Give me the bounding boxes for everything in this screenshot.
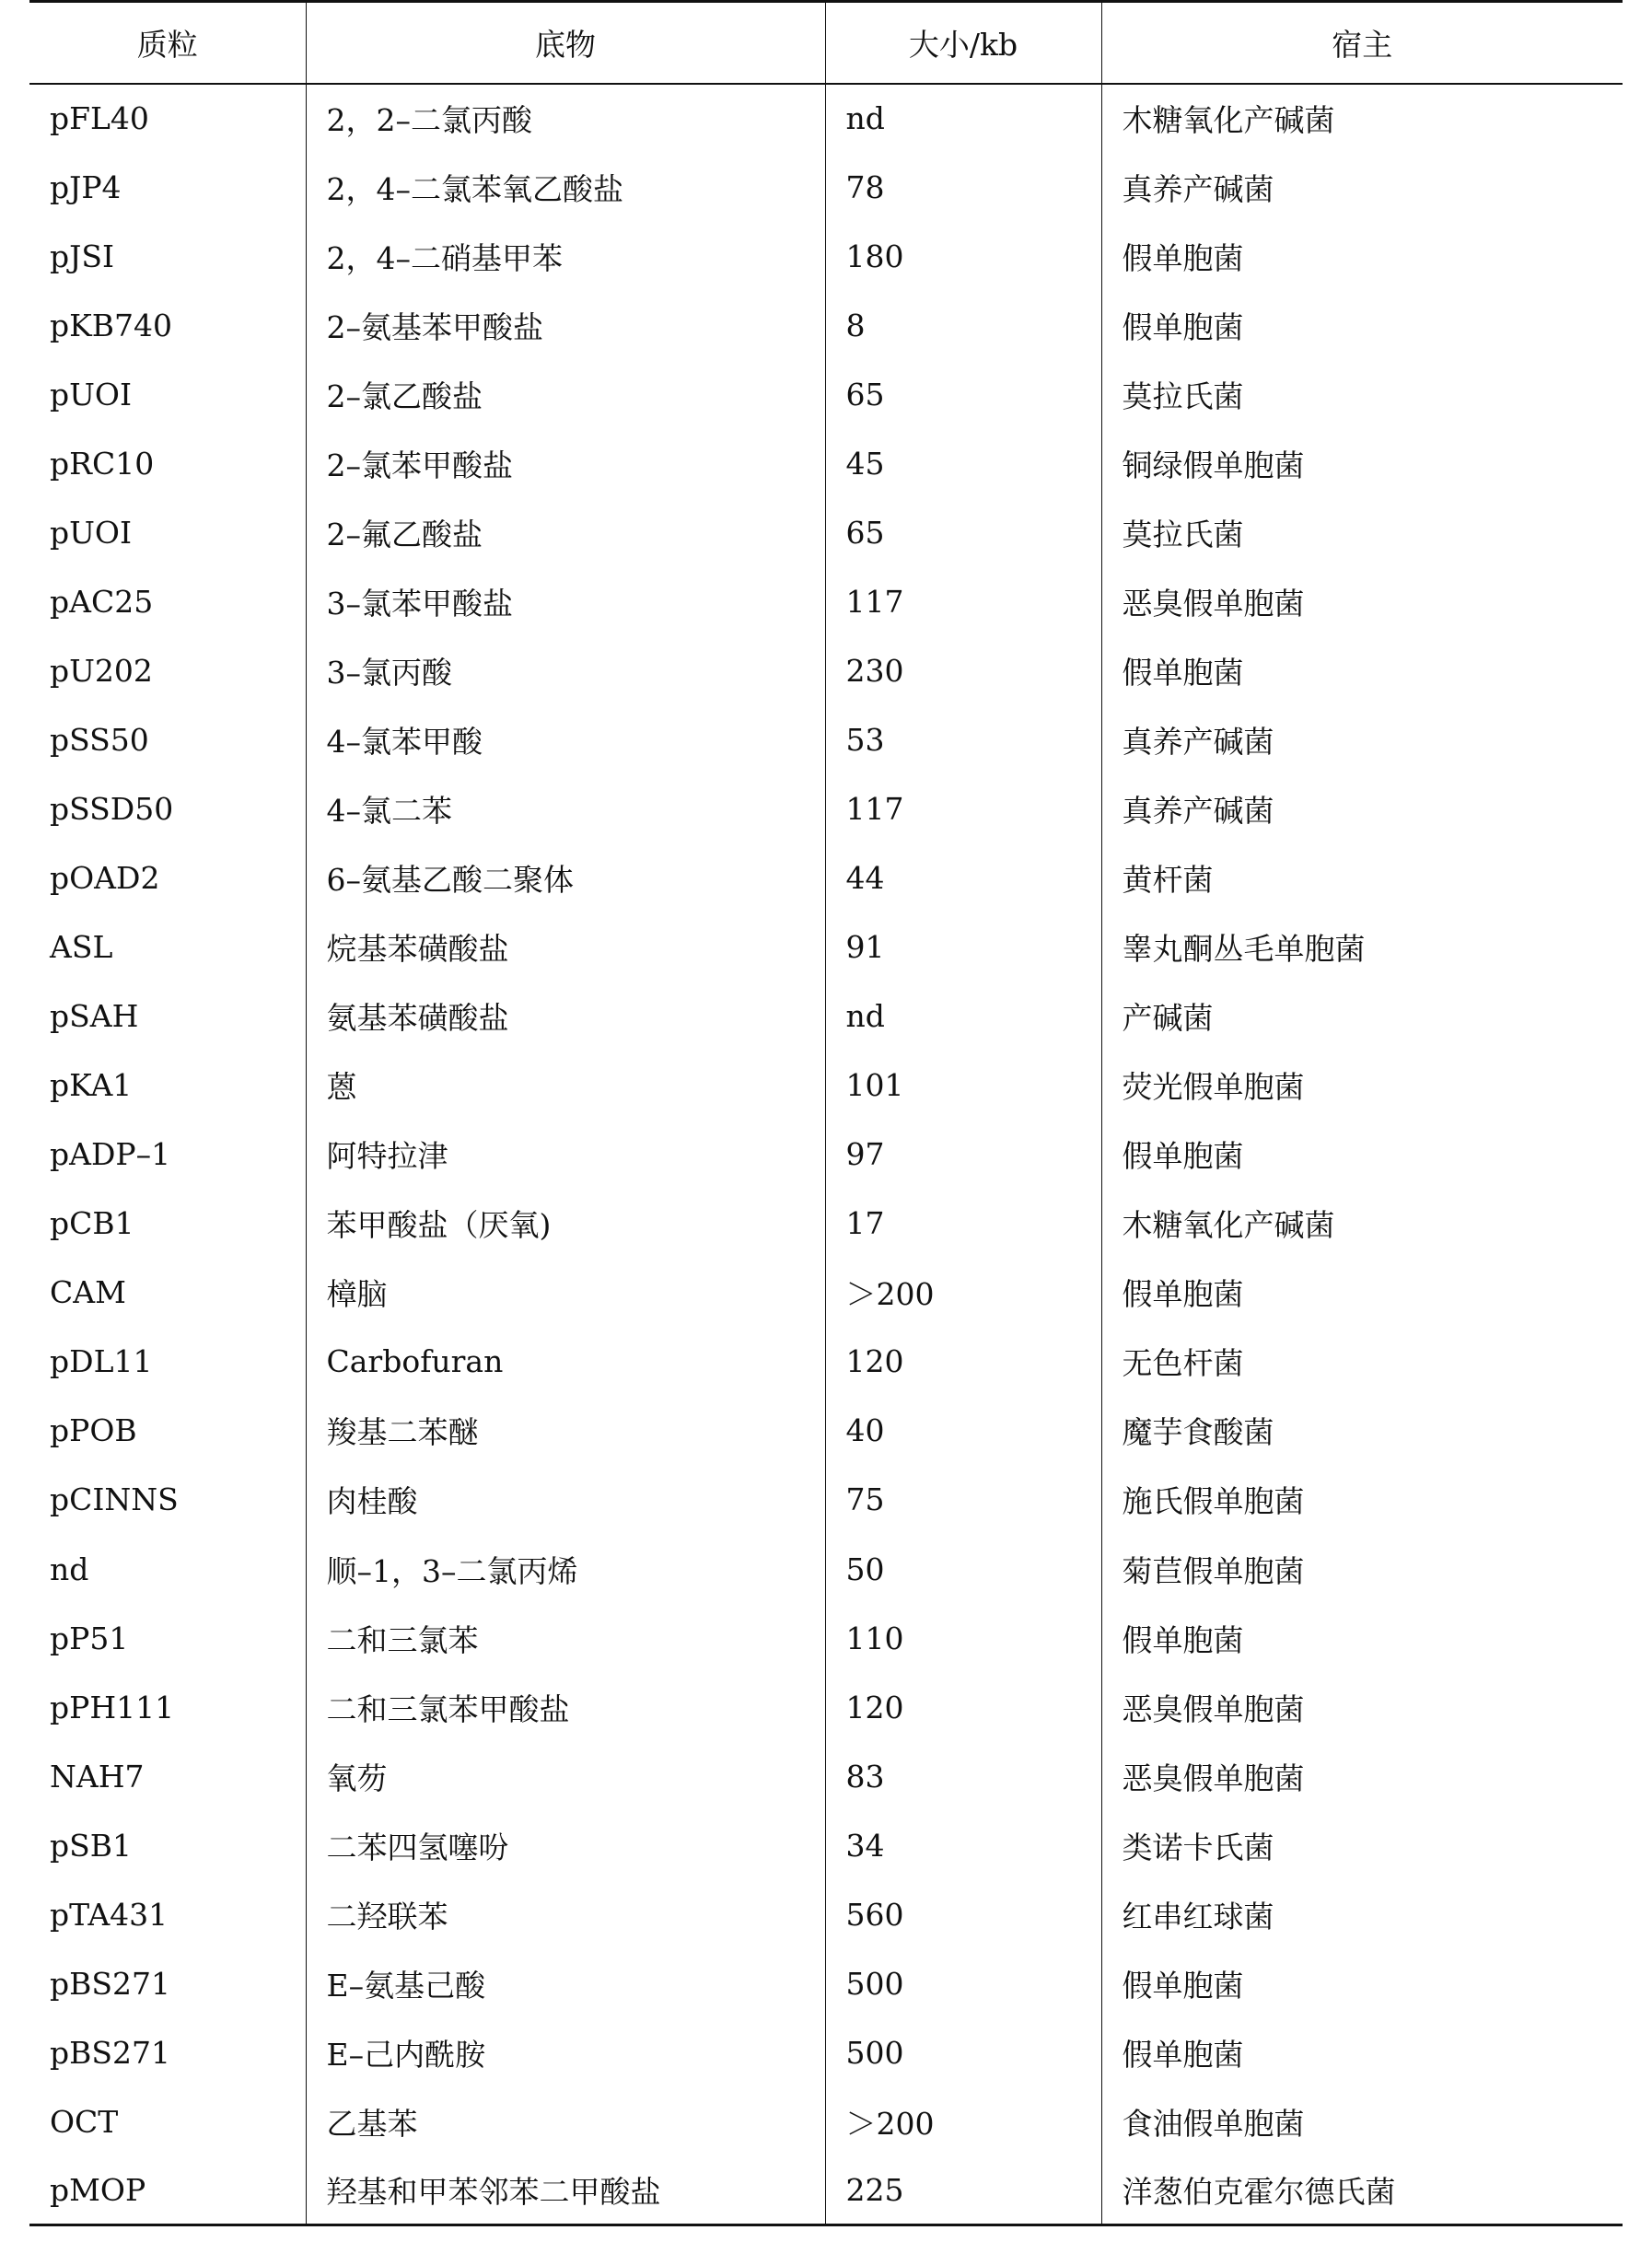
- cell-size: 83: [825, 1742, 1101, 1811]
- cell-host: 真养产碱菌: [1101, 153, 1623, 222]
- cell-substrate: 烷基苯磺酸盐: [306, 912, 825, 982]
- cell-size: 117: [825, 774, 1101, 843]
- table-row: [29, 429, 1623, 498]
- cell-host: 睾丸酮丛毛单胞菌: [1101, 912, 1623, 982]
- table-row: [29, 1258, 1623, 1327]
- cell-size: 50: [825, 1534, 1101, 1603]
- cell-plasmid: pSS50: [50, 721, 149, 758]
- cell-size: 65: [825, 360, 1101, 429]
- cell-host: 真养产碱菌: [1101, 705, 1623, 774]
- header-plasmid: 质粒: [29, 2, 306, 84]
- cell-plasmid: pKB740: [50, 307, 173, 343]
- table-row: [29, 2018, 1623, 2087]
- cell-host: 莫拉氏菌: [1101, 498, 1623, 567]
- cell-size: 120: [825, 1673, 1101, 1742]
- table-row: [29, 1396, 1623, 1465]
- table-row: [29, 1189, 1623, 1258]
- table-row: [29, 1880, 1623, 1949]
- cell-host: 真养产碱菌: [1101, 774, 1623, 843]
- cell-size: 17: [825, 1189, 1101, 1258]
- cell-plasmid: ASL: [50, 929, 113, 966]
- table-row: [29, 1673, 1623, 1742]
- cell-plasmid: pSSD50: [50, 790, 174, 827]
- table-row: [29, 84, 1623, 153]
- cell-host: 木糖氧化产碱菌: [1101, 84, 1623, 153]
- cell-substrate: 二和三氯苯甲酸盐: [306, 1673, 825, 1742]
- table-row: [29, 1742, 1623, 1811]
- table-row: [29, 2087, 1623, 2156]
- cell-size: 117: [825, 567, 1101, 636]
- cell-host: 菊苣假单胞菌: [1101, 1534, 1623, 1603]
- cell-plasmid: pUOI: [50, 514, 133, 551]
- cell-substrate: Carbofuran: [306, 1327, 825, 1396]
- cell-plasmid: pPH111: [50, 1689, 175, 1725]
- table-row: [29, 1534, 1623, 1603]
- cell-size: 8: [825, 291, 1101, 360]
- cell-size: 53: [825, 705, 1101, 774]
- cell-substrate: E–己内酰胺: [306, 2018, 825, 2087]
- table-row: [29, 2156, 1623, 2225]
- cell-substrate: 肉桂酸: [306, 1465, 825, 1534]
- table-row: [29, 982, 1623, 1051]
- cell-host: 魔芋食酸菌: [1101, 1396, 1623, 1465]
- cell-host: 假单胞菌: [1101, 1949, 1623, 2018]
- cell-size: 40: [825, 1396, 1101, 1465]
- cell-host: 红串红球菌: [1101, 1880, 1623, 1949]
- cell-size: 110: [825, 1604, 1101, 1673]
- cell-host: 假单胞菌: [1101, 636, 1623, 705]
- cell-plasmid: pADP–1: [50, 1136, 171, 1173]
- cell-size: 34: [825, 1811, 1101, 1880]
- cell-substrate: 氨基苯磺酸盐: [306, 982, 825, 1051]
- table-row: [29, 774, 1623, 843]
- cell-substrate: 2，4–二硝基甲苯: [306, 222, 825, 291]
- plasmid-table-container: [29, 0, 1623, 2226]
- cell-host: 恶臭假单胞菌: [1101, 1742, 1623, 1811]
- cell-size: 45: [825, 429, 1101, 498]
- table-row: [29, 360, 1623, 429]
- table-row: [29, 222, 1623, 291]
- cell-substrate: 氧芴: [306, 1742, 825, 1811]
- cell-substrate: 顺–1，3–二氯丙烯: [306, 1534, 825, 1603]
- cell-plasmid: pRC10: [50, 445, 155, 482]
- header-substrate: 底物: [306, 2, 825, 84]
- cell-host: 产碱菌: [1101, 982, 1623, 1051]
- table-row: [29, 291, 1623, 360]
- cell-plasmid: pOAD2: [50, 860, 160, 897]
- cell-plasmid: pU202: [50, 652, 153, 689]
- cell-host: 恶臭假单胞菌: [1101, 1673, 1623, 1742]
- table-row: [29, 636, 1623, 705]
- cell-plasmid: pAC25: [50, 583, 154, 620]
- cell-host: 铜绿假单胞菌: [1101, 429, 1623, 498]
- cell-host: 莫拉氏菌: [1101, 360, 1623, 429]
- cell-size: 180: [825, 222, 1101, 291]
- cell-size: 65: [825, 498, 1101, 567]
- cell-plasmid: pBS271: [50, 1965, 170, 2002]
- cell-substrate: 2，2–二氯丙酸: [306, 84, 825, 153]
- cell-size: 500: [825, 2018, 1101, 2087]
- cell-host: 无色杆菌: [1101, 1327, 1623, 1396]
- cell-substrate: 3–氯丙酸: [306, 636, 825, 705]
- cell-plasmid: pJSI: [50, 238, 114, 274]
- cell-substrate: 苯甲酸盐（厌氧): [306, 1189, 825, 1258]
- table-row: [29, 912, 1623, 982]
- cell-size: 44: [825, 843, 1101, 912]
- table-row: [29, 843, 1623, 912]
- cell-plasmid: pUOI: [50, 376, 133, 412]
- cell-substrate: 3–氯苯甲酸盐: [306, 567, 825, 636]
- cell-substrate: 2，4–二氯苯氧乙酸盐: [306, 153, 825, 222]
- table-row: [29, 1811, 1623, 1880]
- cell-substrate: 蒽: [306, 1051, 825, 1120]
- cell-host: 木糖氧化产碱菌: [1101, 1189, 1623, 1258]
- cell-substrate: 二苯四氢噻吩: [306, 1811, 825, 1880]
- table-body: [29, 84, 1623, 2225]
- cell-substrate: 羟基和甲苯邻苯二甲酸盐: [306, 2156, 825, 2225]
- cell-host: 类诺卡氏菌: [1101, 1811, 1623, 1880]
- plasmid-table: [29, 0, 1623, 2226]
- cell-plasmid: nd: [50, 1551, 89, 1587]
- cell-host: 施氏假单胞菌: [1101, 1465, 1623, 1534]
- cell-plasmid: pDL11: [50, 1343, 153, 1380]
- table-row: [29, 1949, 1623, 2018]
- cell-plasmid: pMOP: [29, 2156, 306, 2225]
- cell-size: 230: [825, 636, 1101, 705]
- cell-host: 假单胞菌: [1101, 1120, 1623, 1189]
- cell-host: 食油假单胞菌: [1101, 2087, 1623, 2156]
- table-row: [29, 1465, 1623, 1534]
- table-row: [29, 705, 1623, 774]
- cell-substrate: 阿特拉津: [306, 1120, 825, 1189]
- table-row: [29, 567, 1623, 636]
- cell-plasmid: CAM: [50, 1274, 126, 1311]
- cell-substrate: 二和三氯苯: [306, 1604, 825, 1673]
- cell-size: 560: [825, 1880, 1101, 1949]
- header-host: 宿主: [1101, 2, 1623, 84]
- cell-substrate: 4–氯二苯: [306, 774, 825, 843]
- cell-size: 97: [825, 1120, 1101, 1189]
- cell-substrate: 乙基苯: [306, 2087, 825, 2156]
- table-row: [29, 1327, 1623, 1396]
- cell-plasmid: pSAH: [50, 998, 139, 1035]
- table-row: [29, 153, 1623, 222]
- cell-plasmid: pTA431: [50, 1896, 169, 1933]
- table-row: [29, 1051, 1623, 1120]
- cell-plasmid: pCB1: [50, 1205, 134, 1242]
- cell-host: 假单胞菌: [1101, 1258, 1623, 1327]
- cell-host: 荧光假单胞菌: [1101, 1051, 1623, 1120]
- table-row: [29, 1120, 1623, 1189]
- cell-plasmid: OCT: [50, 2103, 119, 2140]
- table-row: [29, 1604, 1623, 1673]
- cell-size: ＞200: [825, 2087, 1101, 2156]
- cell-substrate: 二羟联苯: [306, 1880, 825, 1949]
- cell-substrate: 樟脑: [306, 1258, 825, 1327]
- cell-plasmid: pCINNS: [50, 1481, 179, 1518]
- cell-substrate: E–氨基己酸: [306, 1949, 825, 2018]
- cell-size: nd: [825, 84, 1101, 153]
- cell-host: 恶臭假单胞菌: [1101, 567, 1623, 636]
- cell-size: ＞200: [825, 1258, 1101, 1327]
- table-header-row: [29, 2, 1623, 84]
- cell-substrate: 6–氨基乙酸二聚体: [306, 843, 825, 912]
- header-size: 大小/kb: [825, 2, 1101, 84]
- cell-size: nd: [825, 982, 1101, 1051]
- cell-plasmid: pP51: [50, 1620, 129, 1656]
- cell-substrate: 2–氯苯甲酸盐: [306, 429, 825, 498]
- cell-size: 91: [825, 912, 1101, 982]
- cell-host: 假单胞菌: [1101, 222, 1623, 291]
- cell-size: 101: [825, 1051, 1101, 1120]
- cell-substrate: 2–氟乙酸盐: [306, 498, 825, 567]
- cell-plasmid: pPOB: [50, 1412, 137, 1449]
- cell-host: 洋葱伯克霍尔德氏菌: [1101, 2156, 1623, 2225]
- cell-plasmid: pKA1: [50, 1067, 133, 1104]
- cell-substrate: 2–氯乙酸盐: [306, 360, 825, 429]
- cell-plasmid: pJP4: [50, 168, 122, 205]
- cell-host: 假单胞菌: [1101, 1604, 1623, 1673]
- cell-host: 假单胞菌: [1101, 2018, 1623, 2087]
- cell-size: 78: [825, 153, 1101, 222]
- cell-size: 225: [825, 2156, 1101, 2225]
- cell-plasmid: pSB1: [50, 1827, 132, 1864]
- table-row: [29, 498, 1623, 567]
- cell-substrate: 4–氯苯甲酸: [306, 705, 825, 774]
- cell-size: 500: [825, 1949, 1101, 2018]
- cell-substrate: 羧基二苯醚: [306, 1396, 825, 1465]
- cell-plasmid: NAH7: [50, 1758, 145, 1795]
- cell-plasmid: pBS271: [50, 2034, 170, 2071]
- cell-host: 黄杆菌: [1101, 843, 1623, 912]
- cell-substrate: 2–氨基苯甲酸盐: [306, 291, 825, 360]
- cell-plasmid: pFL40: [50, 100, 149, 137]
- cell-size: 75: [825, 1465, 1101, 1534]
- cell-size: 120: [825, 1327, 1101, 1396]
- cell-host: 假单胞菌: [1101, 291, 1623, 360]
